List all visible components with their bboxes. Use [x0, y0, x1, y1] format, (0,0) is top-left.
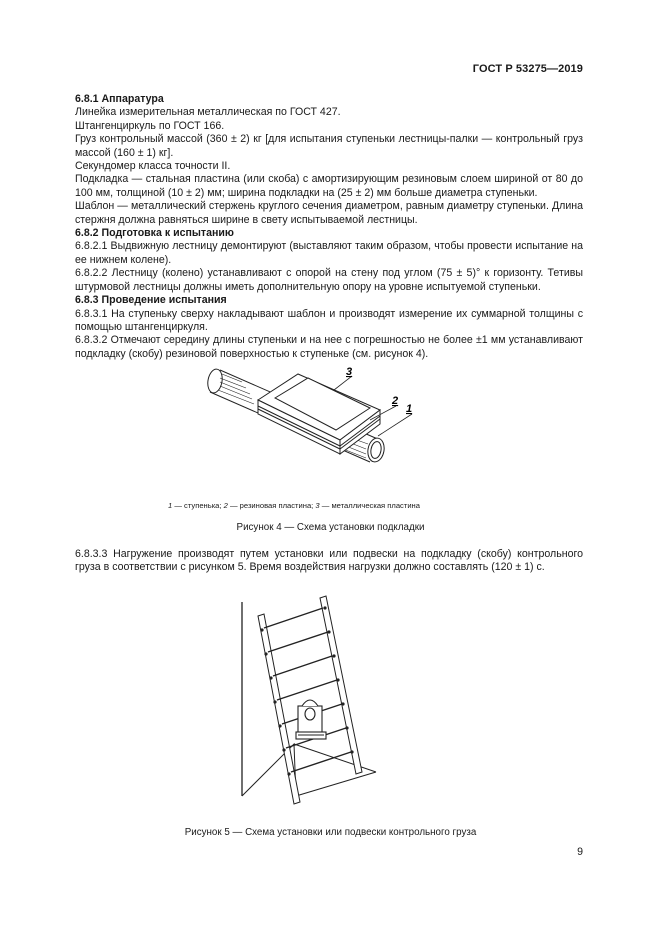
section-6-8-text [75, 93, 583, 361]
paragraph: Секундомер класса точности II. [75, 160, 231, 173]
paragraph: 6.8.3.2 Отмечают середину длины ступеньки и на нее с погрешностью не более ±1 мм устанавливают подкладку (скобу) резиновой поверхностью к ступеньке (см. рисунок 4). [75, 334, 583, 360]
paragraph-6-8-3-3: 6.8.3.3 Нагружение производят путем установки или подвески на подкладку (скобу) контрольного груза в соответствии с рисунком 5. Время воздействия нагрузки должно составлять (120 ± 1) с. [75, 548, 583, 574]
page-number: 9 [577, 846, 583, 858]
heading-6-8-2: 6.8.2 Подготовка к испытанию [75, 227, 234, 240]
label-2: 2 [392, 395, 399, 407]
figure-4-pad-installation [200, 362, 413, 460]
paragraph: Линейка измерительная металлическая по ГОСТ 427. [75, 106, 341, 119]
paragraph: Груз контрольный массой (360 ± 2) кг [для испытания ступеньки лестницы-палки — контрольный груз массой (160 ± 1) кг]. [75, 133, 583, 159]
paragraph: 6.8.2.1 Выдвижную лестницу демонтируют (выставляют таким образом, чтобы провести испытание на ее нижнем колене). [75, 240, 583, 266]
legend-text: — ступенька; [172, 501, 224, 510]
figure-4-caption: Рисунок 4 — Схема установки подкладки [236, 522, 425, 533]
paragraph: 6.8.2.2 Лестницу (колено) устанавливают с опорой на стену под углом (75 ± 5)° к горизонту. Тетивы штурмовой лестницы должны иметь дополнительную опору на уровне испытуемой ступеньки. [75, 267, 583, 293]
paragraph: Подкладка — стальная пластина (или скоба) с амортизирующим резиновым слоем шириной от 80 до 100 мм, толщиной (10 ± 2) мм; ширина подкладки на (25 ± 2) мм больше диаметра ступеньки. [75, 173, 583, 199]
legend-num: 2 [223, 501, 228, 510]
figure-5-load-setup [236, 594, 396, 816]
figure-5-caption: Рисунок 5 — Схема установки или подвески контрольного груза [184, 827, 477, 838]
label-1: 1 [406, 403, 413, 415]
control-weight [296, 700, 326, 739]
heading-6-8-3: 6.8.3 Проведение испытания [75, 294, 227, 307]
ladder-rail-right [320, 596, 362, 774]
legend-text: — металлическая пластина [319, 501, 420, 510]
figure-4-legend [168, 501, 498, 510]
document-header: ГОСТ Р 53275—2019 [472, 63, 583, 75]
ladder-rail-left [258, 614, 300, 804]
legend-num: 3 [315, 501, 320, 510]
paragraph: 6.8.3.1 На ступеньку сверху накладывают шаблон и производят измерение их суммарной толщины с помощью штангенциркуля. [75, 307, 583, 333]
legend-num: 1 [168, 501, 173, 510]
legend-text: — резиновая пластина; [227, 501, 316, 510]
paragraph: Шаблон — металлический стержень круглого сечения диаметром, равным диаметру ступеньки. Длина стержня должна равняться ширине в свету испытываемой лестницы. [75, 200, 583, 226]
heading-6-8-1: 6.8.1 Аппаратура [75, 93, 164, 105]
paragraph: Штангенциркуль по ГОСТ 166. [75, 119, 225, 132]
label-3: 3 [346, 366, 353, 378]
